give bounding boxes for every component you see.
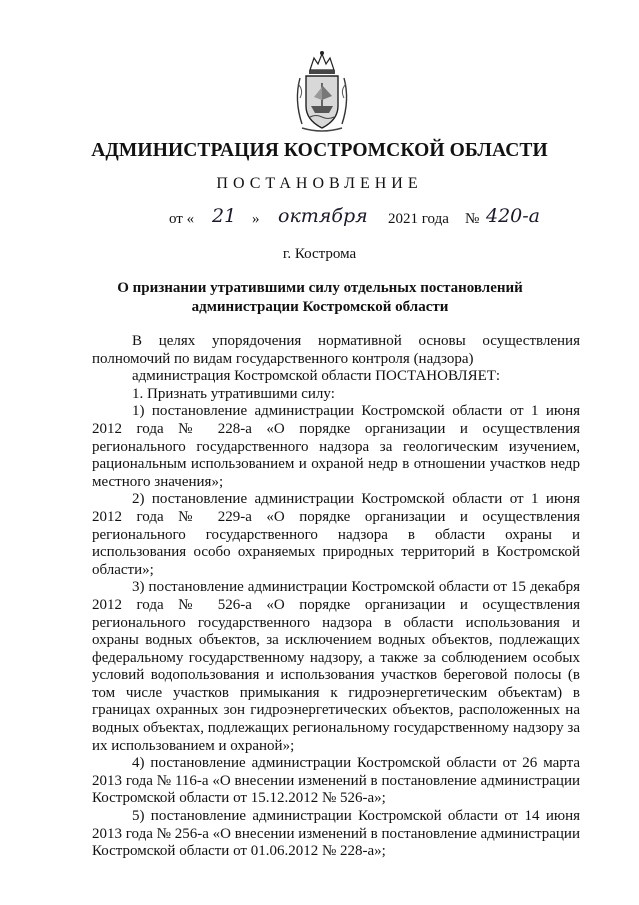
document-type: ПОСТАНОВЛЕНИЕ (216, 175, 423, 192)
date-day-close: » (252, 211, 260, 227)
city: г. Кострома (282, 246, 357, 262)
kostroma-coat-of-arms-icon (290, 50, 354, 134)
intro-paragraph: В целях упорядочения нормативной основы осуществления полномочий по видам государственного контроля (надзора) (92, 333, 580, 367)
date-year: 2021 года (388, 211, 449, 227)
subitem-5: 5) постановление администрации Костромской области от 14 июня 2013 года № 256-а «О внесении изменений в постановление администрации Костромской области от 01.06.2012 № 228-а»; (92, 808, 580, 860)
subitem-4: 4) постановление администрации Костромской области от 26 марта 2013 года № 116-а «О внесении изменений в постановление администрации Костромской области от 15.12.2012 № 526-а»; (92, 755, 580, 807)
organization-title: АДМИНИСТРАЦИЯ КОСТРОМСКОЙ ОБЛАСТИ (91, 140, 548, 161)
document-number-handwritten: 420-а (486, 205, 541, 227)
document-body (92, 333, 580, 861)
resolve-paragraph: администрация Костромской области ПОСТАНОВЛЯЕТ: (132, 368, 501, 385)
subitem-2: 2) постановление администрации Костромской области от 1 июня 2012 года № 229-а «О порядке организации и осуществления регионального государственного надзора в области охраны и использования особо охраняемых природных территорий в Костромской области»; (92, 491, 580, 578)
number-prefix: № (465, 211, 480, 227)
item-1: 1. Признать утратившими силу: (132, 385, 335, 402)
heading-line-1: О признании утратившими силу отдельных постановлений (117, 280, 523, 296)
date-day-handwritten: 21 (212, 205, 237, 227)
date-month-handwritten: октября (278, 205, 368, 227)
document-heading (100, 279, 540, 317)
heading-line-2: администрации Костромской области (191, 299, 449, 315)
date-number-line (150, 203, 570, 233)
date-prefix: от « (169, 211, 195, 227)
subitem-1: 1) постановление администрации Костромской области от 1 июня 2012 года № 228-а «О порядке организации и осуществления регионального государственного надзора за геологическим изучением, рациональным использованием и охраной недр в отношении участков недр местного значения»; (92, 403, 580, 490)
subitem-3: 3) постановление администрации Костромской области от 15 декабря 2012 года № 526-а «О порядке организации и осуществления регионального государственного надзора в области использования и охраны водных объектов, за исключением водных объектов, подлежащих федеральному государственному надзору, а также за соблюдением особых условий водопользования и использования участков береговой полосы (в том числе участков примыкания к гидроэнергетическим объектам) в границах охранных зон гидроэнергетических объектов, расположенных на водных объектах, подлежащих региональному государственному надзору за их использованием и охраной»; (92, 579, 580, 754)
